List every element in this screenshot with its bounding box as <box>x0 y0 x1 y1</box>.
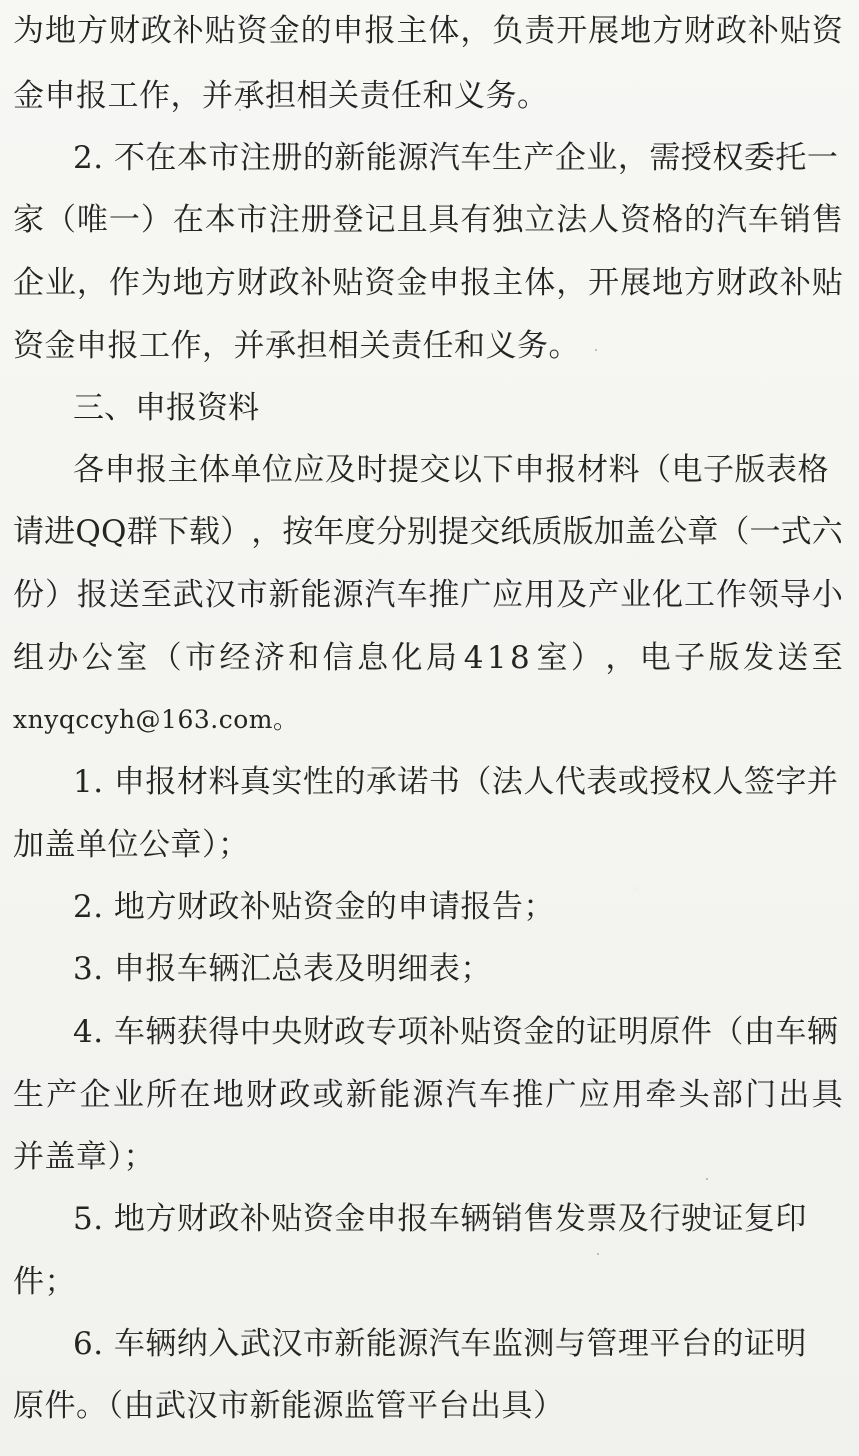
justified-character: 为 <box>140 265 172 301</box>
justified-character: 方 <box>652 13 684 49</box>
numbered-paragraph-line: 6. 车辆纳入武汉市新能源汽车监测与管理平台的证明 <box>73 1326 807 1362</box>
justified-character: 贴 <box>204 13 236 49</box>
justified-character: 财 <box>108 13 140 49</box>
justified-character: 有 <box>460 202 492 238</box>
justified-character: 能 <box>300 577 332 613</box>
paragraph-line: 各申报主体单位应及时提交以下申报材料（电子版表格 <box>73 452 829 488</box>
justified-character: 资 <box>236 13 268 49</box>
justified-character: 主 <box>492 265 524 301</box>
justified-character: 年 <box>313 514 345 550</box>
justified-character: 作 <box>715 577 747 613</box>
justified-character: 所 <box>146 1077 178 1113</box>
justified-character: 请 <box>13 514 44 550</box>
justified-character: 人 <box>588 202 620 238</box>
justified-character: 地 <box>652 265 684 301</box>
document-line: 并盖章）； <box>13 1139 155 1175</box>
email-address-line: xnyqccyh@163.com。 <box>13 705 299 734</box>
justified-character: 作 <box>108 265 140 301</box>
justified-character: 册 <box>300 202 332 238</box>
justified-character: 盖 <box>624 514 656 550</box>
justified-character: 企 <box>79 1077 111 1113</box>
justified-character: 进 <box>44 514 76 550</box>
justified-character: 金 <box>396 265 428 301</box>
justified-character: 牵 <box>645 1077 677 1113</box>
justified-character: ， <box>251 514 283 550</box>
justified-character: 提 <box>438 514 470 550</box>
justified-character: 室 <box>536 640 568 676</box>
justified-character: 和 <box>288 640 320 676</box>
justified-character: 政 <box>279 1077 311 1113</box>
justified-character: 产 <box>588 577 620 613</box>
justified-character: 及 <box>556 577 588 613</box>
justified-character: 推 <box>512 1077 544 1113</box>
justified-character: 政 <box>715 13 747 49</box>
numbered-paragraph-line: 3. 申报车辆汇总表及明细表； <box>73 951 492 987</box>
justified-character: 局 <box>425 640 457 676</box>
justified-character: 车 <box>396 577 428 613</box>
document-line <box>13 200 843 240</box>
justified-character: 部 <box>711 1077 743 1113</box>
justified-character: 资 <box>811 13 843 49</box>
numbered-paragraph-line: 2. 不在本市注册的新能源汽车生产企业，需授权委托一 <box>73 140 839 176</box>
justified-character: 六 <box>811 514 843 550</box>
justified-character: 责 <box>524 13 556 49</box>
justified-character: 市 <box>185 640 217 676</box>
document-line <box>13 263 843 303</box>
document-line <box>13 512 843 552</box>
justified-character: 车 <box>478 1077 510 1113</box>
justified-character: 报 <box>460 265 492 301</box>
justified-character: 别 <box>406 514 438 550</box>
justified-character: 本 <box>204 202 236 238</box>
justified-character: ， <box>605 640 637 676</box>
justified-character: 分 <box>375 514 407 550</box>
justified-character: 载 <box>188 514 220 550</box>
justified-character: 1 <box>486 640 507 676</box>
justified-character: 补 <box>747 13 779 49</box>
justified-character: 导 <box>779 577 811 613</box>
justified-character: 应 <box>492 577 524 613</box>
justified-character: 加 <box>593 514 625 550</box>
justified-character: 且 <box>396 202 428 238</box>
justified-character: 化 <box>391 640 423 676</box>
justified-character: 为 <box>13 13 44 49</box>
justified-character: ， <box>76 265 108 301</box>
scan-speck <box>595 349 597 351</box>
justified-character: 版 <box>562 514 594 550</box>
justified-character: 一 <box>749 514 781 550</box>
justified-character: 申 <box>428 265 460 301</box>
document-line: 金申报工作，并承担相关责任和义务。 <box>13 78 549 114</box>
justified-character: 版 <box>708 640 740 676</box>
justified-character: 新 <box>345 1077 377 1113</box>
justified-character: 公 <box>656 514 688 550</box>
justified-character: 申 <box>332 13 364 49</box>
justified-character: ） <box>140 202 172 238</box>
justified-character: 武 <box>172 577 204 613</box>
justified-character: 企 <box>13 265 44 301</box>
justified-character: 负 <box>492 13 524 49</box>
justified-character: 体 <box>524 265 556 301</box>
document-line: 加盖单位公章）； <box>13 827 250 863</box>
justified-character: ， <box>460 13 492 49</box>
justified-character: 的 <box>300 13 332 49</box>
justified-character: 电 <box>639 640 671 676</box>
justified-character: 汉 <box>204 577 236 613</box>
justified-character: 领 <box>747 577 779 613</box>
justified-character: 4 <box>463 640 484 676</box>
numbered-paragraph-line: 1. 申报材料真实性的承诺书（法人代表或授权人签字并 <box>73 764 839 800</box>
justified-character: 门 <box>745 1077 777 1113</box>
document-line: 件； <box>13 1264 76 1300</box>
justified-character: 业 <box>112 1077 144 1113</box>
justified-character: 用 <box>612 1077 644 1113</box>
justified-character: 体 <box>428 13 460 49</box>
justified-character: 家 <box>13 202 44 238</box>
justified-character: 公 <box>81 640 113 676</box>
justified-character: 补 <box>779 265 811 301</box>
justified-character: 财 <box>715 265 747 301</box>
justified-character: ） <box>44 577 76 613</box>
justified-character: 头 <box>678 1077 710 1113</box>
justified-character: 财 <box>245 1077 277 1113</box>
justified-character: 源 <box>412 1077 444 1113</box>
justified-character: 交 <box>469 514 501 550</box>
justified-character: 开 <box>588 265 620 301</box>
justified-character: 在 <box>172 202 204 238</box>
justified-character: 在 <box>179 1077 211 1113</box>
justified-character: 金 <box>268 13 300 49</box>
justified-character: 济 <box>253 640 285 676</box>
justified-character: 应 <box>578 1077 610 1113</box>
document-line <box>13 575 843 615</box>
justified-character: 用 <box>524 577 556 613</box>
justified-character: 车 <box>747 202 779 238</box>
justified-character: 资 <box>620 202 652 238</box>
justified-character: 小 <box>811 577 843 613</box>
justified-character: 方 <box>204 265 236 301</box>
justified-character: 注 <box>268 202 300 238</box>
justified-character: 财 <box>236 265 268 301</box>
justified-character: （ <box>718 514 750 550</box>
justified-character: 推 <box>428 577 460 613</box>
justified-character: 工 <box>684 577 716 613</box>
justified-character: 贴 <box>811 265 843 301</box>
justified-character: 具 <box>428 202 460 238</box>
justified-character: 记 <box>364 202 396 238</box>
justified-character: 出 <box>778 1077 810 1113</box>
justified-character: 业 <box>44 265 76 301</box>
justified-character: 汽 <box>445 1077 477 1113</box>
justified-character: 化 <box>652 577 684 613</box>
justified-character: 份 <box>13 577 44 613</box>
justified-character: Q <box>100 514 127 550</box>
scan-speck <box>597 1253 599 1255</box>
justified-character: 一 <box>108 202 140 238</box>
justified-character: 信 <box>322 640 354 676</box>
justified-character: 产 <box>46 1077 78 1113</box>
justified-character: 贴 <box>332 265 364 301</box>
justified-character: 主 <box>396 13 428 49</box>
justified-character: 纸 <box>500 514 532 550</box>
justified-character: 售 <box>811 202 843 238</box>
justified-character: 息 <box>357 640 389 676</box>
numbered-paragraph-line: 2. 地方财政补贴资金的申请报告； <box>73 889 555 925</box>
justified-character: 群 <box>126 514 158 550</box>
justified-character: 政 <box>747 265 779 301</box>
justified-character: 地 <box>172 265 204 301</box>
document-line <box>13 11 843 51</box>
justified-character: 广 <box>545 1077 577 1113</box>
justified-character: 至 <box>811 640 843 676</box>
justified-character: 唯 <box>76 202 108 238</box>
justified-character: 质 <box>531 514 563 550</box>
justified-character: 送 <box>108 577 140 613</box>
justified-character: 源 <box>332 577 364 613</box>
scan-speck <box>239 109 241 111</box>
justified-character: 市 <box>236 202 268 238</box>
justified-character: 地 <box>44 13 76 49</box>
document-line <box>13 638 843 678</box>
justified-character: 办 <box>47 640 79 676</box>
justified-character: 政 <box>268 265 300 301</box>
justified-character: 发 <box>742 640 774 676</box>
justified-character: （ <box>150 640 182 676</box>
justified-character: 度 <box>344 514 376 550</box>
justified-character: ） <box>220 514 252 550</box>
justified-character: 下 <box>157 514 189 550</box>
justified-character: ， <box>556 265 588 301</box>
justified-character: 按 <box>282 514 314 550</box>
numbered-paragraph-line: 4. 车辆获得中央财政专项补贴资金的证明原件（由车辆 <box>73 1014 839 1050</box>
document-line: 原件。（由武汉市新能源监管平台出具） <box>13 1388 565 1424</box>
justified-character: 具 <box>811 1077 843 1113</box>
justified-character: 章 <box>687 514 719 550</box>
justified-character: 格 <box>652 202 684 238</box>
justified-character: 的 <box>684 202 716 238</box>
justified-character: 销 <box>779 202 811 238</box>
justified-character: 地 <box>212 1077 244 1113</box>
section-heading: 三、申报资料 <box>73 390 259 426</box>
document-line <box>13 1075 843 1115</box>
justified-character: 补 <box>300 265 332 301</box>
justified-character: 展 <box>620 265 652 301</box>
justified-character: 补 <box>172 13 204 49</box>
justified-character: 至 <box>140 577 172 613</box>
justified-character: 方 <box>684 265 716 301</box>
justified-character: 子 <box>674 640 706 676</box>
scan-speck <box>706 1178 708 1180</box>
justified-character: 汽 <box>715 202 747 238</box>
justified-character: 经 <box>219 640 251 676</box>
justified-character: 广 <box>460 577 492 613</box>
justified-character: 式 <box>780 514 812 550</box>
justified-character: 独 <box>492 202 524 238</box>
justified-character: 新 <box>268 577 300 613</box>
justified-character: （ <box>44 202 76 238</box>
justified-character: 生 <box>13 1077 44 1113</box>
justified-character: 财 <box>684 13 716 49</box>
justified-character: 组 <box>13 640 44 676</box>
justified-character: 开 <box>556 13 588 49</box>
justified-character: Q <box>75 514 101 550</box>
justified-character: 立 <box>524 202 556 238</box>
justified-character: 登 <box>332 202 364 238</box>
document-line: 资金申报工作，并承担相关责任和义务。 <box>13 328 580 364</box>
justified-character: 送 <box>777 640 809 676</box>
justified-character: 能 <box>379 1077 411 1113</box>
justified-character: 汽 <box>364 577 396 613</box>
justified-character: 展 <box>588 13 620 49</box>
numbered-paragraph-line: 5. 地方财政补贴资金申报车辆销售发票及行驶证复印 <box>73 1201 807 1237</box>
justified-character: 报 <box>76 577 108 613</box>
justified-character: 报 <box>364 13 396 49</box>
justified-character: 地 <box>620 13 652 49</box>
justified-character: ） <box>570 640 602 676</box>
justified-character: 业 <box>620 577 652 613</box>
justified-character: 资 <box>364 265 396 301</box>
justified-character: 市 <box>236 577 268 613</box>
justified-character: 室 <box>116 640 148 676</box>
justified-character: 方 <box>76 13 108 49</box>
justified-character: 法 <box>556 202 588 238</box>
justified-character: 贴 <box>779 13 811 49</box>
justified-character: 或 <box>312 1077 344 1113</box>
justified-character: 政 <box>140 13 172 49</box>
justified-character: 8 <box>509 640 530 676</box>
